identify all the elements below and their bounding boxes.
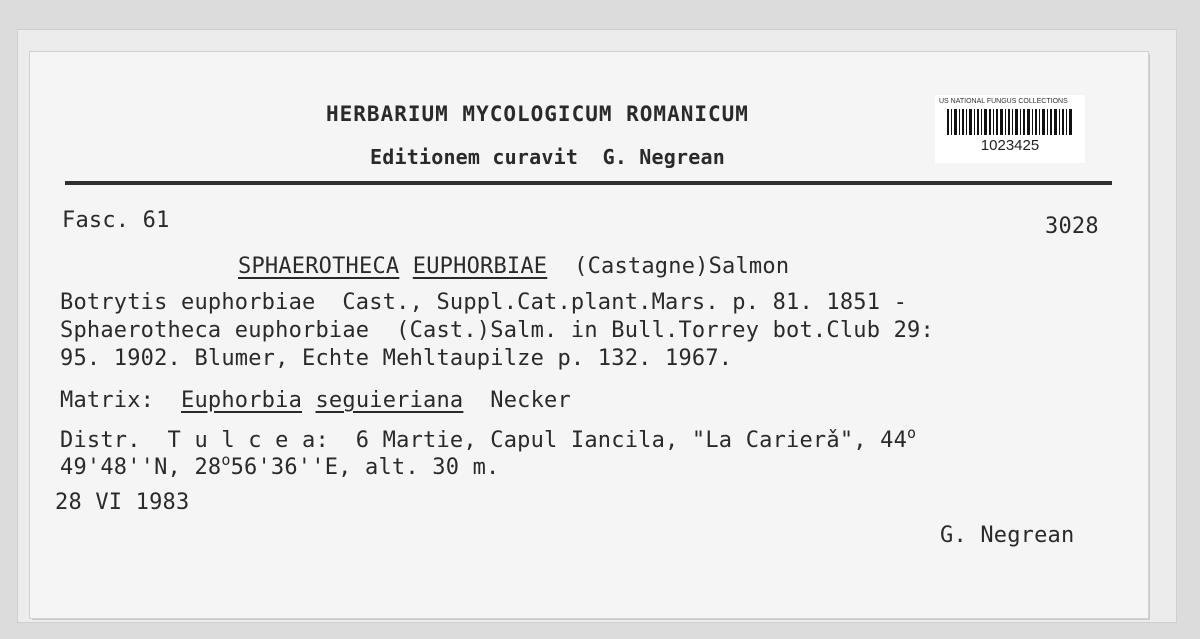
distribution-line bbox=[60, 451, 500, 480]
fascicle: Fasc. 61 bbox=[62, 208, 170, 233]
coordinates-text: 56'36''E, alt. 30 m. bbox=[230, 455, 500, 480]
herbarium-title: HERBARIUM MYCOLOGICUM ROMANICUM bbox=[326, 102, 749, 126]
host-epithet: seguieriana bbox=[315, 388, 464, 413]
degree-sign: o bbox=[907, 424, 917, 442]
divider bbox=[65, 181, 1112, 185]
species-name bbox=[238, 254, 789, 279]
barcode-number: 1023425 bbox=[980, 137, 1040, 154]
degree-sign: o bbox=[221, 451, 231, 469]
host-author: Necker bbox=[490, 388, 571, 413]
collection-label: US NATIONAL FUNGUS COLLECTIONS bbox=[939, 98, 1068, 105]
matrix-label: Matrix: bbox=[60, 388, 155, 413]
exsiccata-number: 3028 bbox=[1045, 214, 1099, 239]
collector-name: G. Negrean bbox=[940, 523, 1075, 548]
reference-line: Sphaerotheca euphorbiae (Cast.)Salm. in Bull.Torrey bot.Club 29: bbox=[60, 318, 934, 343]
coordinates-text: 49'48''N, 28 bbox=[60, 455, 222, 480]
distribution-line bbox=[60, 424, 917, 453]
host-genus: Euphorbia bbox=[181, 388, 303, 413]
barcode-icon bbox=[947, 109, 1073, 135]
species-epithet: EUPHORBIAE bbox=[412, 254, 548, 279]
matrix-line bbox=[60, 388, 571, 413]
editor-line: Editionem curavit G. Negrean bbox=[370, 145, 725, 169]
reference-line: 95. 1902. Blumer, Echte Mehltaupilze p. 132. 1967. bbox=[60, 346, 733, 371]
species-genus: SPHAEROTHECA bbox=[238, 254, 400, 279]
collection-date: 28 VI 1983 bbox=[55, 490, 190, 515]
species-author: (Castagne)Salmon bbox=[574, 254, 790, 279]
distribution-text: Distr. T u l c e a: 6 Martie, Capul Iancila, "La Carierǎ", 44 bbox=[60, 428, 908, 453]
barcode-label bbox=[935, 95, 1085, 163]
reference-line: Botrytis euphorbiae Cast., Suppl.Cat.plant.Mars. p. 81. 1851 - bbox=[60, 290, 908, 315]
